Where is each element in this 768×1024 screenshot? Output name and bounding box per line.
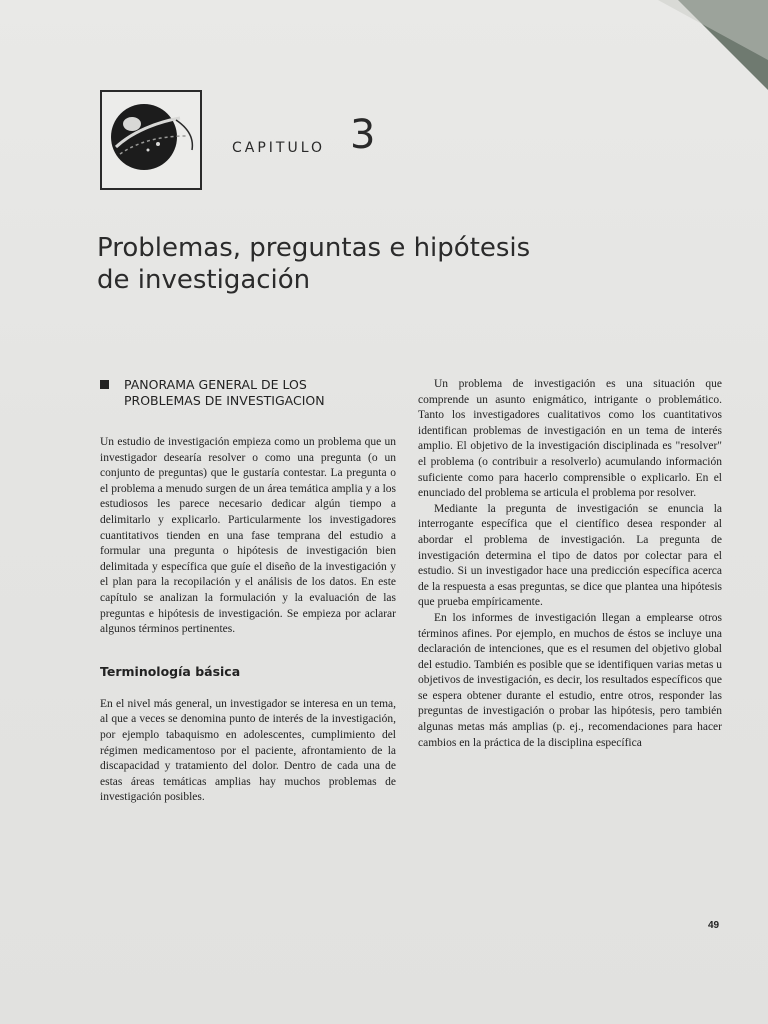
subsection-heading: Terminología básica <box>100 663 241 679</box>
research-question-paragraph: Mediante la pregunta de investigación se enuncia la interrogante específica que el científico desea responder al abordar el problema de investigación. La pregunta de investigación determina el tipo de datos por colectar para el estudio. Si un investigador hace una predicción específica acerca de la respuesta a esas preguntas, se dice que plantea una hipótesis que prueba empíricamente. <box>418 502 722 609</box>
section-heading-line-1: PANORAMA GENERAL DE LOS <box>124 377 307 392</box>
intro-paragraph: Un estudio de investigación empieza como un problema que un investigador desearía resolver o como una pregunta (o un conjunto de preguntas) que le gustaría contestar. La pregunta o el problema a menudo surgen de un área temática amplia y a los estudiosos les parece necesario dedicar algún tiempo a delimitarlo y explicarlo. Particularmente los investigadores cuantitativos tienden en una fase temprana del estudio a formular una pregunta o hipótesis de investigación bien delimitada y específica que guíe el diseño de la investigación y el plan para la recopilación y el análisis de los datos. En este capítulo se analizan la formulación y la evaluación de las preguntas e hipótesis de investigación. Se empieza por aclarar algunos términos pertinentes. <box>100 436 396 636</box>
right-column <box>418 377 722 751</box>
chapter-title-line-2: de investigación <box>97 265 311 295</box>
section-heading <box>100 377 396 409</box>
chapter-label: CAPITULO <box>232 140 326 156</box>
chapter-title-line-1: Problemas, preguntas e hipótesis <box>97 233 531 263</box>
left-column <box>100 377 396 806</box>
related-terms-paragraph: En los informes de investigación llegan a emplearse otros términos afines. Por ejemplo, en muchos de éstos se incluye una declaración de intenciones, que es el resumen del objetivo global del estudio. También es posible que se identifiquen varias metas u objetivos de investigación, es decir, los resultados específicos que se espera obtener durante el estudio, entre otros, responder las preguntas de investigación o probar las hipótesis, pero también algunas metas más amplias (p. ej., recomendaciones para hacer cambios en la práctica de la disciplina específica <box>418 611 722 749</box>
chapter-emblem <box>100 90 202 190</box>
ball-icon <box>102 92 200 188</box>
square-bullet-icon <box>100 380 109 389</box>
terminology-paragraph: En el nivel más general, un investigador se interesa en un tema, al que a veces se denomina punto de interés de la investigación, por ejemplo tabaquismo en adolescentes, cumplimiento del régimen medicamentoso por el paciente, afrontamiento de la discapacidad y tratamiento del dolor. Dentro de cada una de estas áreas temáticas amplias hay muchos problemas de investigación posibles. <box>100 697 396 804</box>
chapter-number: 3 <box>350 112 376 158</box>
chapter-title <box>97 232 657 296</box>
page-number: 49 <box>708 920 720 931</box>
research-problem-paragraph: Un problema de investigación es una situación que comprende un asunto enigmático, intrigante o problemático. Tanto los investigadores cualitativos como los cuantitativos identifican problemas de investigación en un tema de interés amplio. El objetivo de la investigación disciplinada es "resolver" el problema (o contribuir a resolverlo) acumulando información suficiente como para hacerlo comprensible o explicarlo. En el enunciado del problema se articula el problema por resolver. <box>418 378 722 500</box>
section-heading-line-2: PROBLEMAS DE INVESTIGACION <box>124 393 325 408</box>
page-corner-highlight <box>658 0 768 60</box>
